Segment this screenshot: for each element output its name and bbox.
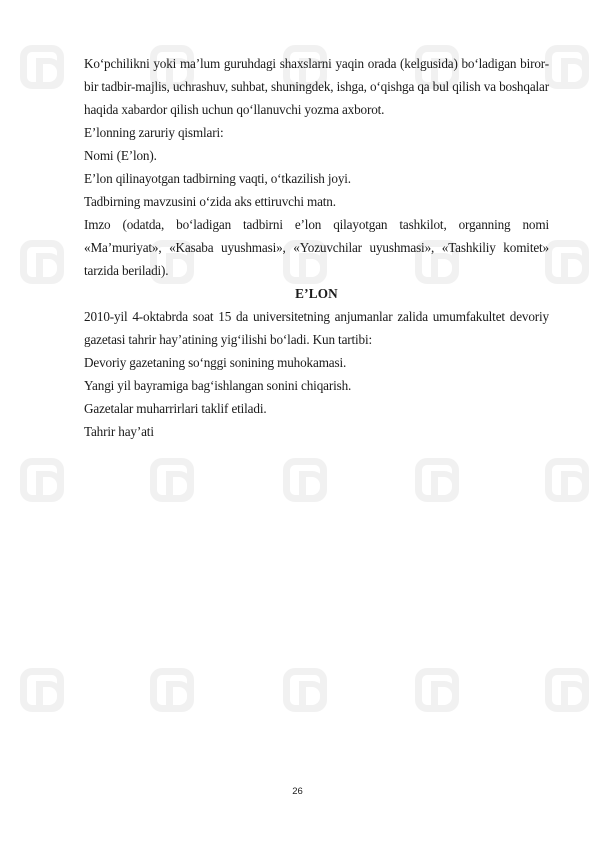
agenda-item: Gazetalar muharrirlari taklif etiladi. <box>84 401 267 416</box>
agenda-item: Yangi yil bayramiga bag‘ishlangan sonini chiqarish. <box>84 378 352 393</box>
list-item: Imzo (odatda, bo‘ladigan tadbirni e’lon qilayotgan tashkilot, organning nomi «Ma’muriyat», «Kasaba uyushmasi», «Yozuvchilar uyushmasi», «Tashkiliy komitet» tarzida beriladi). <box>84 217 549 278</box>
list-item: Nomi (E’lon). <box>84 148 157 163</box>
agenda-item: Devoriy gazetaning so‘nggi sonining muhokamasi. <box>84 355 347 370</box>
list-item: E’lon qilinayotgan tadbirning vaqti, o‘tkazilish joyi. <box>84 171 351 186</box>
signature-line: Tahrir hay’ati <box>84 424 154 439</box>
section-label: E’lonning zaruriy qismlari: <box>84 125 224 140</box>
document-body <box>84 52 549 443</box>
announcement-paragraph: 2010-yil 4-oktabrda soat 15 da universitetning anjumanlar zalida umumfakultet devoriy gazetasi tahrir hay’atining yig‘ilishi bo‘ladi. Kun tartibi: <box>84 309 549 347</box>
announcement-heading: E’LON <box>295 286 338 301</box>
page-number: 26 <box>292 786 303 797</box>
intro-paragraph: Ko‘pchilikni yoki ma’lum guruhdagi shaxslarni yaqin orada (kelgusida) bo‘ladigan biror-bir tadbir-majlis, uchrashuv, suhbat, shuningdek, ishga, o‘qishga qa bul qilish va boshqalar haqida xabardor qilish uchun qo‘llanuvchi yozma axborot. <box>84 56 549 117</box>
list-item: Tadbirning mavzusini o‘zida aks ettiruvchi matn. <box>84 194 336 209</box>
